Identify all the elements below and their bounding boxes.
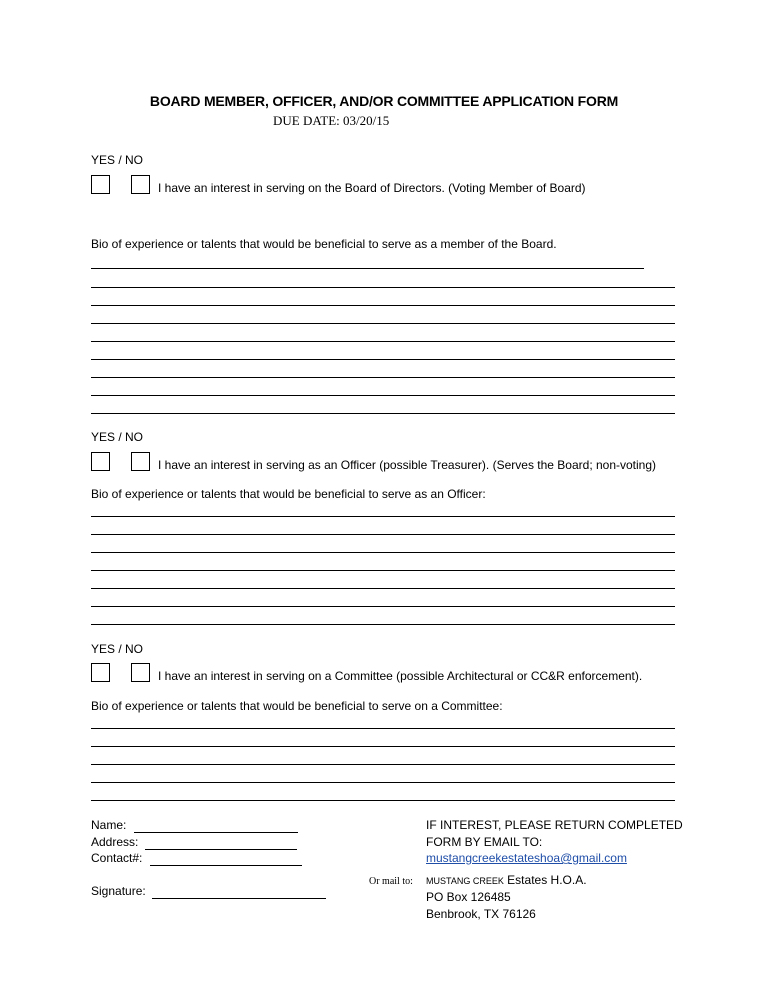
city-state-zip: Benbrook, TX 76126 — [426, 907, 536, 921]
no-checkbox-officer[interactable] — [131, 452, 150, 471]
committee-bio-prompt: Bio of experience or talents that would be beneficial to serve on a Committee: — [91, 699, 503, 713]
bio-line[interactable] — [91, 395, 675, 396]
address-line[interactable] — [145, 849, 297, 850]
bio-line[interactable] — [91, 287, 675, 288]
officer-interest-statement: I have an interest in serving as an Officer (possible Treasurer). (Serves the Board; non-voting) — [158, 458, 657, 472]
bio-line[interactable] — [91, 606, 675, 607]
bio-line[interactable] — [91, 359, 675, 360]
no-checkbox-committee[interactable] — [131, 663, 150, 682]
committee-interest-statement: I have an interest in serving on a Committee (possible Architectural or CC&R enforcement). — [158, 669, 643, 683]
contact-line[interactable] — [150, 865, 302, 866]
or-mail-label: Or mail to: — [369, 876, 413, 887]
bio-line[interactable] — [91, 268, 644, 269]
bio-line[interactable] — [91, 413, 675, 414]
bio-line[interactable] — [91, 570, 675, 571]
org-name — [426, 873, 587, 887]
address-label: Address: — [91, 835, 139, 849]
name-label: Name: — [91, 818, 127, 832]
bio-line[interactable] — [91, 782, 675, 783]
org-name-prefix: MUSTANG CREEK — [426, 876, 504, 886]
yes-checkbox-board[interactable] — [91, 175, 110, 194]
board-interest-statement: I have an interest in serving on the Board of Directors. (Voting Member of Board) — [158, 181, 586, 195]
bio-line[interactable] — [91, 746, 675, 747]
officer-bio-prompt: Bio of experience or talents that would be beneficial to serve as an Officer: — [91, 487, 486, 501]
email-link[interactable]: mustangcreekestateshoa@gmail.com — [426, 851, 627, 865]
bio-line[interactable] — [91, 552, 675, 553]
form-title: BOARD MEMBER, OFFICER, AND/OR COMMITTEE APPLICATION FORM — [149, 93, 619, 109]
yes-checkbox-committee[interactable] — [91, 663, 110, 682]
bio-line[interactable] — [91, 305, 675, 306]
bio-line[interactable] — [91, 624, 675, 625]
contact-label: Contact#: — [91, 851, 143, 865]
return-instruction-line2: FORM BY EMAIL TO: — [426, 835, 543, 849]
signature-label: Signature: — [91, 884, 146, 898]
bio-line[interactable] — [91, 588, 675, 589]
yes-no-label-officer: YES / NO — [91, 430, 144, 444]
org-name-suffix: Estates H.O.A. — [503, 873, 587, 887]
bio-line[interactable] — [91, 800, 675, 801]
yes-no-label-board: YES / NO — [91, 153, 144, 167]
yes-no-label-committee: YES / NO — [91, 642, 144, 656]
bio-line[interactable] — [91, 534, 675, 535]
bio-line[interactable] — [91, 377, 675, 378]
no-checkbox-board[interactable] — [131, 175, 150, 194]
signature-line[interactable] — [152, 898, 326, 899]
bio-line[interactable] — [91, 323, 675, 324]
return-instruction-line1: IF INTEREST, PLEASE RETURN COMPLETED — [426, 818, 683, 832]
bio-line[interactable] — [91, 341, 675, 342]
board-bio-prompt: Bio of experience or talents that would be beneficial to serve as a member of the Board. — [91, 237, 557, 251]
yes-checkbox-officer[interactable] — [91, 452, 110, 471]
bio-line[interactable] — [91, 516, 675, 517]
bio-line[interactable] — [91, 728, 675, 729]
name-line[interactable] — [134, 832, 298, 833]
bio-line[interactable] — [91, 764, 675, 765]
po-box: PO Box 126485 — [426, 890, 511, 904]
due-date: DUE DATE: 03/20/15 — [273, 113, 390, 128]
